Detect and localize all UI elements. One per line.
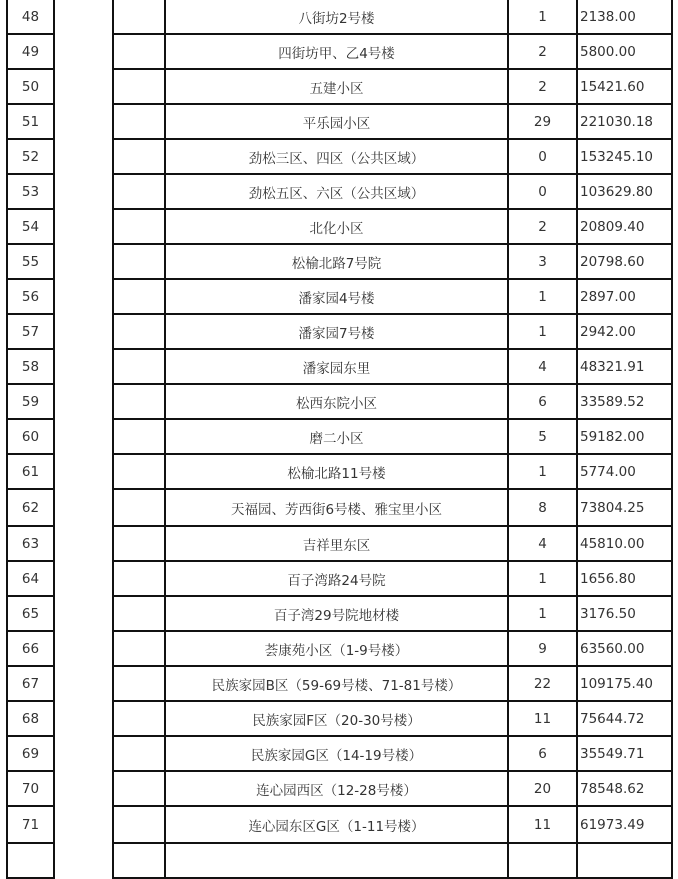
count-cell (507, 842, 578, 879)
row-number-cell: 59 (6, 383, 55, 420)
area-cell: 75644.72 (576, 700, 673, 737)
community-name-cell: 五建小区 (164, 68, 509, 105)
area-cell: 78548.62 (576, 770, 673, 807)
row-number-cell: 65 (6, 595, 55, 632)
row-number-cell: 71 (6, 805, 55, 844)
row-number-cell: 61 (6, 453, 55, 490)
table-row (0, 842, 678, 877)
community-name-cell: 潘家园东里 (164, 348, 509, 385)
table-row (0, 173, 678, 208)
empty-cell (112, 805, 166, 844)
count-cell: 4 (507, 525, 578, 562)
area-cell: 1656.80 (576, 560, 673, 597)
area-cell: 59182.00 (576, 418, 673, 455)
count-cell: 1 (507, 313, 578, 350)
community-name-cell: 荟康苑小区（1-9号楼） (164, 630, 509, 667)
empty-cell (112, 138, 166, 175)
row-number-cell: 66 (6, 630, 55, 667)
count-cell: 0 (507, 138, 578, 175)
row-number-cell: 64 (6, 560, 55, 597)
table-row (0, 33, 678, 68)
row-number-cell: 60 (6, 418, 55, 455)
empty-cell (112, 103, 166, 140)
count-cell: 11 (507, 700, 578, 737)
row-number-cell: 58 (6, 348, 55, 385)
area-cell: 73804.25 (576, 488, 673, 527)
empty-cell (112, 595, 166, 632)
row-number-cell: 52 (6, 138, 55, 175)
count-cell: 1 (507, 453, 578, 490)
empty-cell (112, 208, 166, 245)
area-cell: 35549.71 (576, 735, 673, 772)
community-name-cell: 连心园西区（12-28号楼） (164, 770, 509, 807)
count-cell: 2 (507, 208, 578, 245)
table-row (0, 103, 678, 138)
table-row (0, 595, 678, 630)
area-cell: 2897.00 (576, 278, 673, 315)
area-cell: 2942.00 (576, 313, 673, 350)
row-number-cell: 68 (6, 700, 55, 737)
area-cell (576, 842, 673, 879)
area-cell: 20809.40 (576, 208, 673, 245)
table-row (0, 770, 678, 805)
area-cell: 2138.00 (576, 0, 673, 35)
row-number-cell: 57 (6, 313, 55, 350)
area-cell: 33589.52 (576, 383, 673, 420)
table-row (0, 208, 678, 243)
count-cell: 11 (507, 805, 578, 844)
empty-cell (112, 313, 166, 350)
area-cell: 153245.10 (576, 138, 673, 175)
count-cell: 5 (507, 418, 578, 455)
empty-cell (112, 348, 166, 385)
community-name-cell: 天福园、芳西街6号楼、雅宝里小区 (164, 488, 509, 527)
community-name-cell: 松榆北路7号院 (164, 243, 509, 280)
empty-cell (112, 0, 166, 35)
table-row (0, 383, 678, 418)
table-row (0, 278, 678, 313)
row-number-cell: 63 (6, 525, 55, 562)
community-name-cell (164, 842, 509, 879)
row-number-cell: 62 (6, 488, 55, 527)
empty-cell (112, 525, 166, 562)
count-cell: 9 (507, 630, 578, 667)
table-row (0, 138, 678, 173)
empty-cell (112, 842, 166, 879)
empty-cell (112, 488, 166, 527)
area-cell: 5800.00 (576, 33, 673, 70)
table-row (0, 453, 678, 488)
table-row (0, 805, 678, 842)
empty-cell (112, 173, 166, 210)
empty-cell (112, 560, 166, 597)
area-cell: 103629.80 (576, 173, 673, 210)
table-row (0, 313, 678, 348)
community-name-cell: 磨二小区 (164, 418, 509, 455)
row-number-cell: 50 (6, 68, 55, 105)
table-row (0, 700, 678, 735)
community-name-cell: 潘家园4号楼 (164, 278, 509, 315)
area-cell: 45810.00 (576, 525, 673, 562)
count-cell: 1 (507, 560, 578, 597)
community-name-cell: 连心园东区G区（1-11号楼） (164, 805, 509, 844)
community-name-cell: 民族家园F区（20-30号楼） (164, 700, 509, 737)
empty-cell (112, 700, 166, 737)
count-cell: 8 (507, 488, 578, 527)
table-row (0, 488, 678, 525)
row-number-cell: 53 (6, 173, 55, 210)
table-row (0, 0, 678, 33)
community-name-cell: 吉祥里东区 (164, 525, 509, 562)
row-number-cell: 70 (6, 770, 55, 807)
empty-cell (112, 418, 166, 455)
empty-cell (112, 33, 166, 70)
community-name-cell: 潘家园7号楼 (164, 313, 509, 350)
community-name-cell: 劲松三区、四区（公共区域） (164, 138, 509, 175)
table-row (0, 525, 678, 560)
count-cell: 1 (507, 0, 578, 35)
count-cell: 4 (507, 348, 578, 385)
community-name-cell: 平乐园小区 (164, 103, 509, 140)
table-row (0, 68, 678, 103)
row-number-cell: 54 (6, 208, 55, 245)
row-number-cell: 56 (6, 278, 55, 315)
area-cell: 3176.50 (576, 595, 673, 632)
empty-cell (112, 665, 166, 702)
table-row (0, 630, 678, 665)
table-row (0, 348, 678, 383)
count-cell: 3 (507, 243, 578, 280)
count-cell: 6 (507, 383, 578, 420)
area-cell: 15421.60 (576, 68, 673, 105)
count-cell: 20 (507, 770, 578, 807)
community-name-cell: 民族家园B区（59-69号楼、71-81号楼） (164, 665, 509, 702)
empty-cell (112, 278, 166, 315)
community-name-cell: 松榆北路11号楼 (164, 453, 509, 490)
community-name-cell: 百子湾29号院地材楼 (164, 595, 509, 632)
table-row (0, 560, 678, 595)
community-name-cell: 民族家园G区（14-19号楼） (164, 735, 509, 772)
community-name-cell: 北化小区 (164, 208, 509, 245)
row-number-cell: 55 (6, 243, 55, 280)
area-cell: 221030.18 (576, 103, 673, 140)
empty-cell (112, 735, 166, 772)
area-cell: 20798.60 (576, 243, 673, 280)
count-cell: 2 (507, 68, 578, 105)
community-name-cell: 八街坊2号楼 (164, 0, 509, 35)
table-row (0, 735, 678, 770)
row-number-cell: 51 (6, 103, 55, 140)
row-number-cell (6, 842, 55, 879)
community-name-cell: 松西东院小区 (164, 383, 509, 420)
row-number-cell: 49 (6, 33, 55, 70)
table-row (0, 418, 678, 453)
area-cell: 5774.00 (576, 453, 673, 490)
empty-cell (112, 453, 166, 490)
row-number-cell: 69 (6, 735, 55, 772)
count-cell: 1 (507, 278, 578, 315)
area-cell: 63560.00 (576, 630, 673, 667)
area-cell: 61973.49 (576, 805, 673, 844)
count-cell: 0 (507, 173, 578, 210)
count-cell: 6 (507, 735, 578, 772)
empty-cell (112, 770, 166, 807)
count-cell: 1 (507, 595, 578, 632)
count-cell: 2 (507, 33, 578, 70)
area-cell: 109175.40 (576, 665, 673, 702)
count-cell: 29 (507, 103, 578, 140)
area-cell: 48321.91 (576, 348, 673, 385)
row-number-cell: 67 (6, 665, 55, 702)
empty-cell (112, 630, 166, 667)
empty-cell (112, 68, 166, 105)
empty-cell (112, 383, 166, 420)
table-row (0, 665, 678, 700)
community-name-cell: 劲松五区、六区（公共区域） (164, 173, 509, 210)
community-name-cell: 百子湾路24号院 (164, 560, 509, 597)
row-number-cell: 48 (6, 0, 55, 35)
community-name-cell: 四街坊甲、乙4号楼 (164, 33, 509, 70)
table-row (0, 243, 678, 278)
empty-cell (112, 243, 166, 280)
count-cell: 22 (507, 665, 578, 702)
